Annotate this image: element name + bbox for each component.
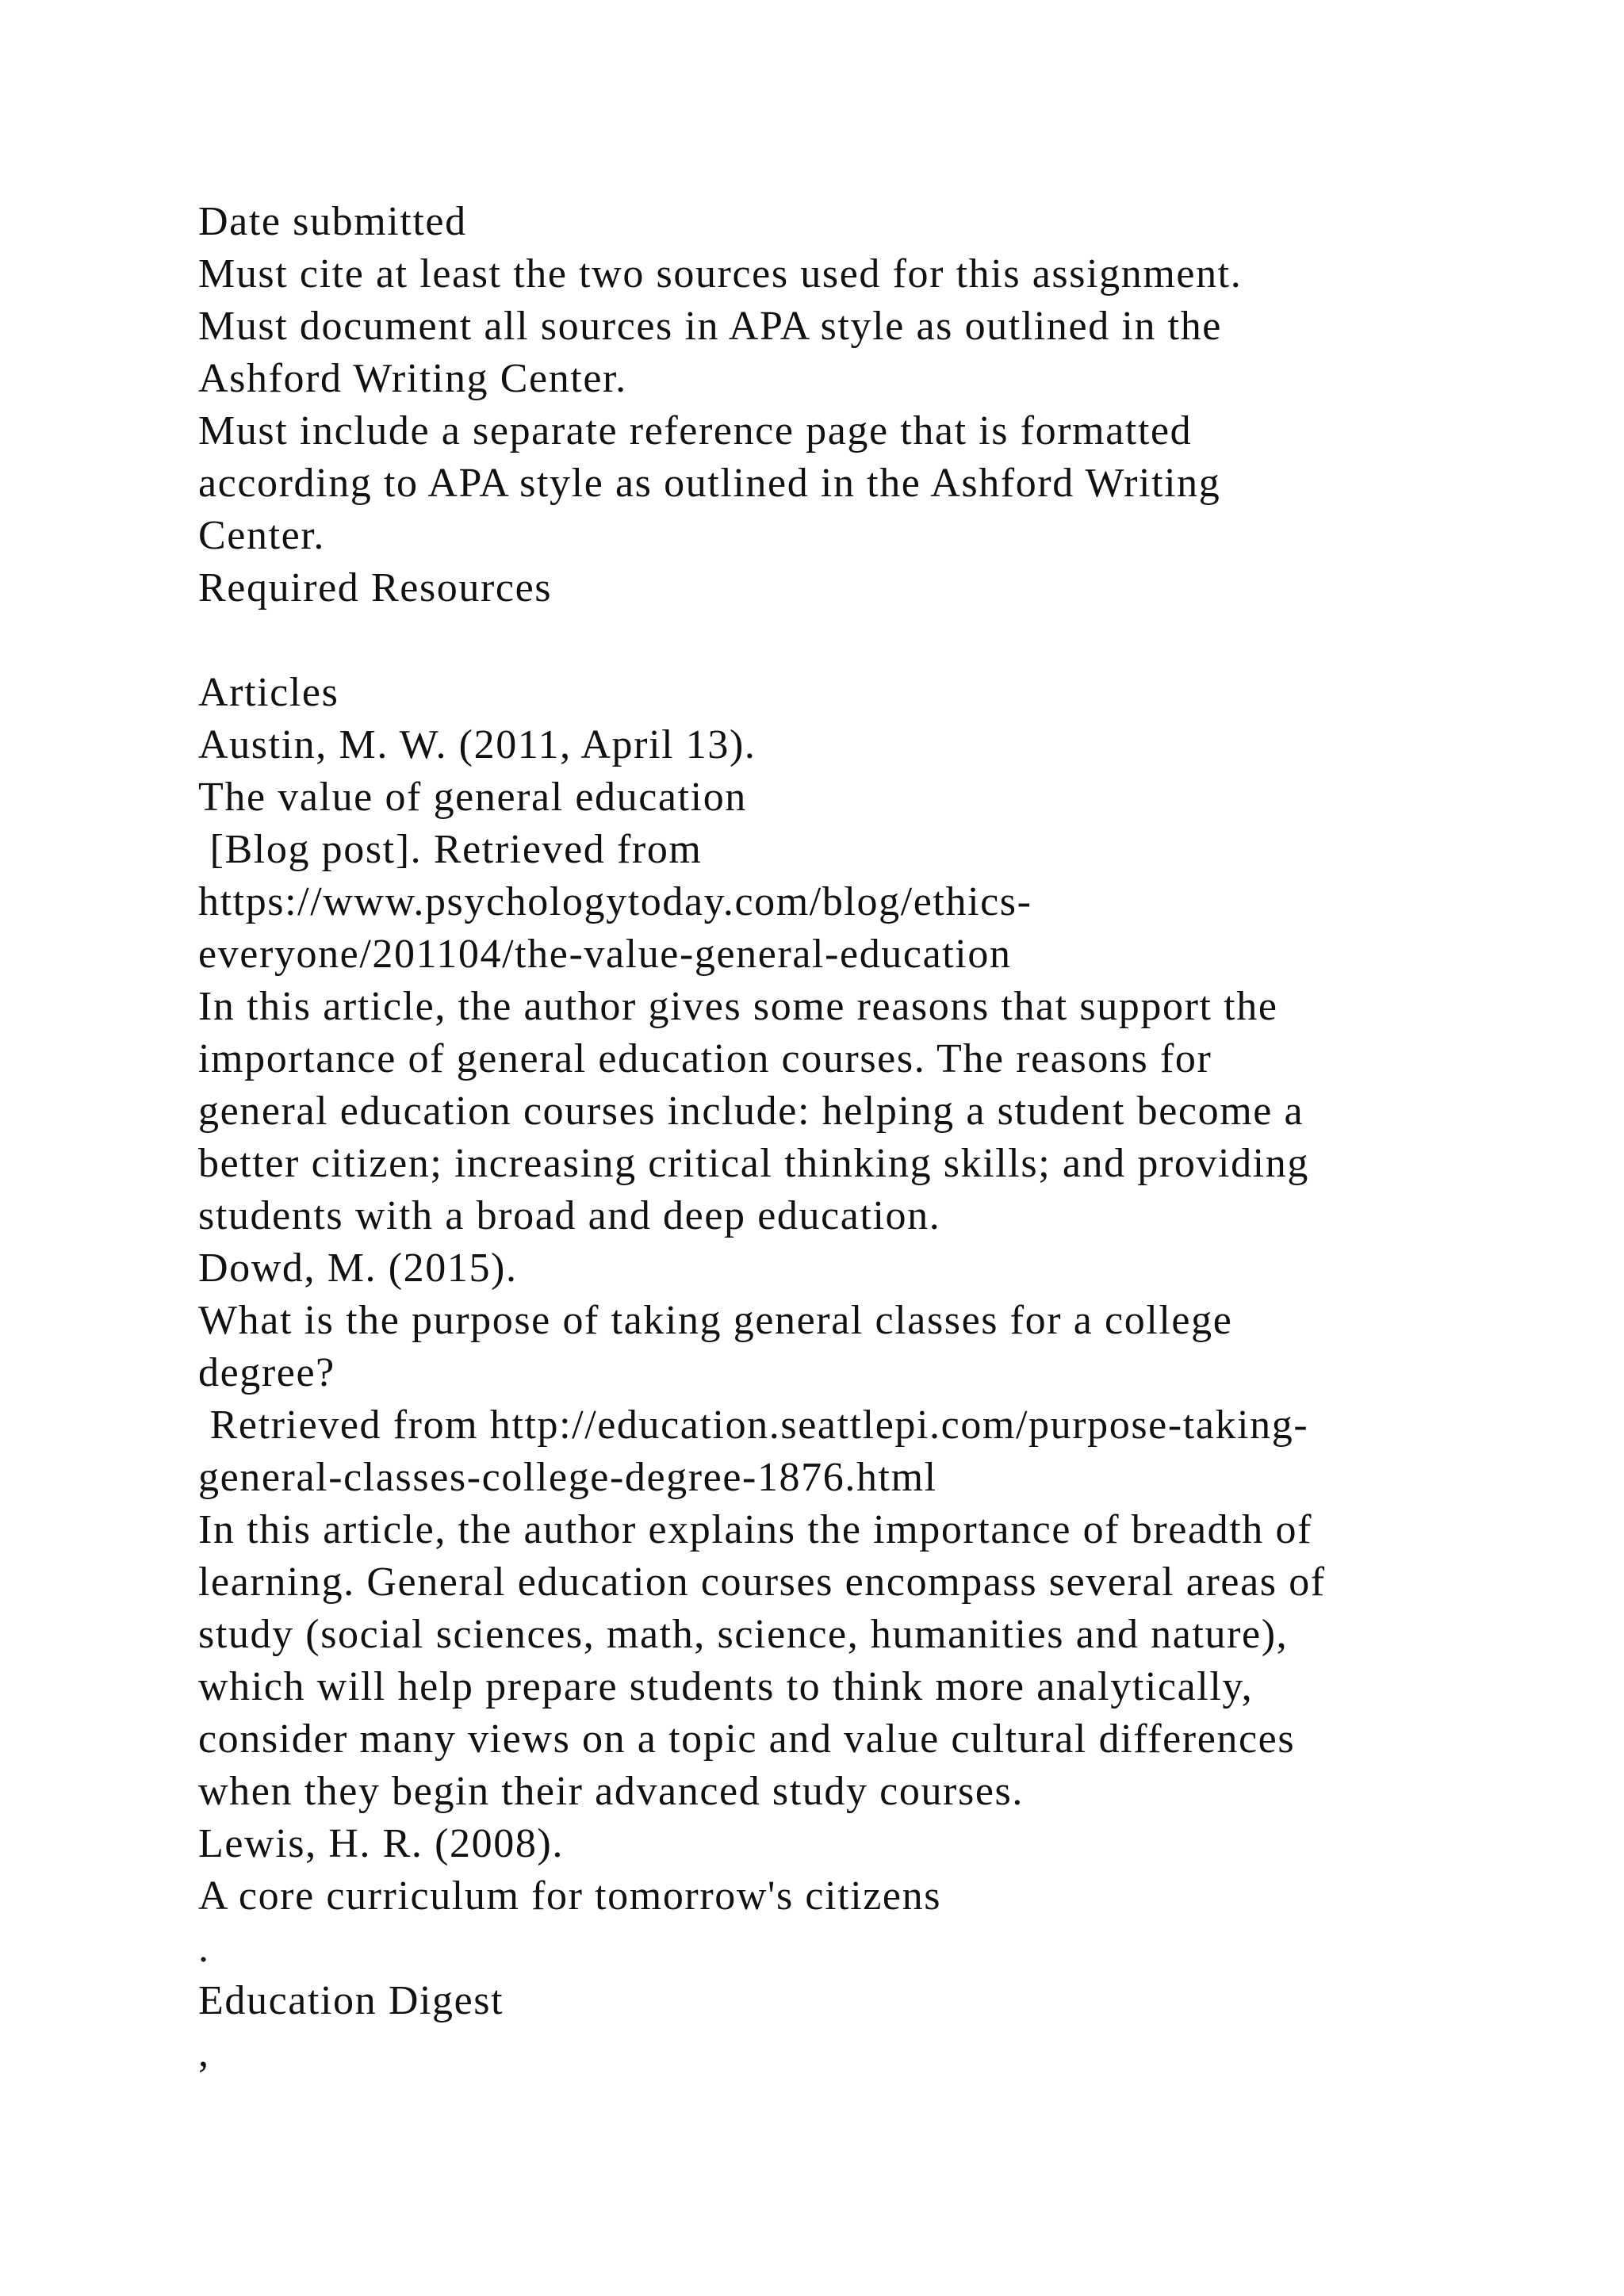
austin-summary-line-2: importance of general education courses. The reasons for [198,1036,1212,1081]
requirement-document-sources-line-1: Must document all sources in APA style as outlined in the [198,304,1222,349]
dowd-retrieved-line-2: general-classes-college-degree-1876.html [198,1455,937,1500]
dowd-retrieved-line-1: Retrieved from http://education.seattlepi.com/purpose-taking- [198,1402,1309,1448]
austin-url-line-2: everyone/201104/the-value-general-education [198,932,1012,977]
requirement-reference-page-line-2: according to APA style as outlined in the Ashford Writing [198,461,1221,506]
austin-author-date: Austin, M. W. (2011, April 13). [198,722,756,767]
austin-summary-line-3: general education courses include: helping a student become a [198,1089,1304,1134]
austin-retrieved: [Blog post]. Retrieved from [198,827,703,872]
required-resources-heading: Required Resources [198,565,553,610]
requirement-cite-sources: Must cite at least the two sources used for this assignment. [198,251,1243,297]
requirement-document-sources-line-2: Ashford Writing Center. [198,356,627,401]
austin-url-line-1: https://www.psychologytoday.com/blog/ethics- [198,879,1032,924]
requirement-date-submitted: Date submitted [198,199,467,244]
requirement-reference-page-line-1: Must include a separate reference page that is formatted [198,408,1193,453]
lewis-comma: , [198,2030,210,2076]
dowd-summary-line-5: consider many views on a topic and value cultural differences [198,1716,1296,1762]
austin-summary-line-5: students with a broad and deep education. [198,1193,941,1238]
austin-summary-line-4: better citizen; increasing critical thinking skills; and providing [198,1141,1309,1186]
dowd-summary-line-1: In this article, the author explains the importance of breadth of [198,1507,1312,1552]
lewis-title: A core curriculum for tomorrow's citizens [198,1873,942,1919]
austin-title: The value of general education [198,775,747,820]
dowd-summary-line-3: study (social sciences, math, science, humanities and nature), [198,1612,1289,1657]
dowd-summary-line-6: when they begin their advanced study courses. [198,1769,1024,1814]
document-body [198,196,1546,2080]
dowd-title-line-2: degree? [198,1350,335,1395]
lewis-author-date: Lewis, H. R. (2008). [198,1821,564,1866]
dowd-summary-line-4: which will help prepare students to think more analytically, [198,1664,1254,1709]
lewis-period: . [198,1926,210,1971]
austin-summary-line-1: In this article, the author gives some reasons that support the [198,984,1278,1029]
dowd-summary-line-2: learning. General education courses encompass several areas of [198,1559,1326,1605]
dowd-author-date: Dowd, M. (2015). [198,1246,518,1291]
dowd-title-line-1: What is the purpose of taking general classes for a college [198,1298,1233,1343]
blank-line [198,614,1546,667]
lewis-journal: Education Digest [198,1978,504,2023]
requirement-reference-page-line-3: Center. [198,513,325,558]
articles-heading: Articles [198,670,339,715]
